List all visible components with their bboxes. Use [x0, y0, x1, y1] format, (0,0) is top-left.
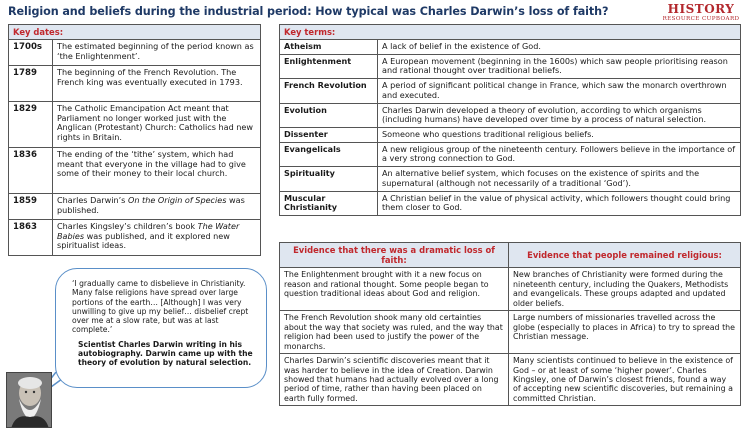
evidence-remained-cell: Many scientists continued to believe in the existence of God – or at least of some ‘higher power’. Charles Kingsley, one of Darwin’s closest friends, found a way of accepting new scientific discoveries, but remaining a committed Christian. — [509, 354, 741, 406]
logo-line1: HISTORY — [667, 2, 735, 16]
definition-cell: A new religious group of the nineteenth century. Followers believe in the importance of a very strong connection to God. — [378, 142, 741, 166]
quote-bubble — [55, 268, 267, 388]
table-row — [9, 194, 261, 220]
date-text-post: was published, and it explored new spiritualist ideas. — [57, 230, 230, 251]
definition-cell: A European movement (beginning in the 1600s) which saw people prioritising reason and rational thought over traditional beliefs. — [378, 54, 741, 78]
date-cell: 1789 — [9, 66, 53, 102]
definition-cell: An alternative belief system, which focuses on the existence of spirits and the supernatural (although not necessarily of a traditional ‘God’). — [378, 167, 741, 191]
definition-cell: Charles Darwin developed a theory of evolution, according to which organisms (including humans) have developed over time by a process of natural selection. — [378, 103, 741, 127]
table-row — [280, 354, 741, 406]
evidence-loss-header: Evidence that there was a dramatic loss of faith: — [280, 243, 509, 268]
darwin-quote: ‘I gradually came to disbelieve in Christianity. Many false religions have spread over large portions of the earth… [Although] I was very unwilling to give up my belief… disbelief crept over me at a slow rate, but was at last complete.’ — [72, 279, 249, 335]
date-text: The beginning of the French Revolution. The French king was eventually executed in 1793. — [53, 66, 261, 102]
key-dates-header: Key dates: — [9, 25, 261, 40]
date-text-post: was published. — [57, 195, 245, 215]
evidence-table — [279, 242, 741, 406]
book-title: The Water Babies — [57, 221, 240, 241]
table-row — [280, 191, 741, 215]
evidence-remained-cell: Large numbers of missionaries travelled across the globe (especially to places in Africa) to try to spread the Christian message. — [509, 311, 741, 354]
date-cell: 1700s — [9, 40, 53, 66]
table-row — [9, 66, 261, 102]
evidence-remained-cell: New branches of Christianity were formed during the nineteenth century, including the Quakers, Methodists and evangelicals. These groups adapted and updated older beliefs. — [509, 268, 741, 311]
term-cell: Muscular Christianity — [280, 191, 378, 215]
table-row — [9, 102, 261, 148]
date-text: The ending of the ‘tithe’ system, which had meant that everyone in the village had to give some of their money to their local church. — [53, 148, 261, 194]
definition-cell: Someone who questions traditional religious beliefs. — [378, 128, 741, 143]
table-row — [280, 54, 741, 78]
table-row — [9, 40, 261, 66]
term-cell: Evangelicals — [280, 142, 378, 166]
evidence-loss-cell: The Enlightenment brought with it a new focus on reason and rational thought. Some people began to question traditional ideas about God and religion. — [280, 268, 509, 311]
term-cell: Evolution — [280, 103, 378, 127]
term-cell: French Revolution — [280, 79, 378, 103]
darwin-portrait-icon — [6, 372, 52, 428]
table-row — [9, 148, 261, 194]
table-row — [280, 167, 741, 191]
evidence-remained-header: Evidence that people remained religious: — [509, 243, 741, 268]
definition-cell: A Christian belief in the value of physical activity, which followers thought could bring them closer to God. — [378, 191, 741, 215]
page-title: Religion and beliefs during the industrial period: How typical was Charles Darwin’s loss of faith? — [8, 5, 609, 18]
date-cell: 1863 — [9, 220, 53, 256]
history-logo — [655, 3, 747, 23]
key-terms-header: Key terms: — [280, 25, 741, 40]
key-dates-table — [8, 24, 261, 256]
definition-cell: A lack of belief in the existence of God. — [378, 40, 741, 55]
term-cell: Atheism — [280, 40, 378, 55]
table-row — [9, 220, 261, 256]
date-text: The estimated beginning of the period known as ‘the Enlightenment’. — [53, 40, 261, 66]
logo-line2: RESOURCE CUPBOARD — [662, 16, 740, 22]
key-terms-table — [279, 24, 741, 216]
date-text — [53, 194, 261, 220]
date-text — [53, 220, 261, 256]
table-row — [280, 311, 741, 354]
date-text: The Catholic Emancipation Act meant that Parliament no longer worked just with the Anglican (Protestant) Church: Catholics had new rights in Britain. — [53, 102, 261, 148]
date-text-pre: Charles Darwin’s — [57, 195, 128, 206]
table-row — [280, 128, 741, 143]
table-row — [280, 103, 741, 127]
table-row — [280, 40, 741, 55]
table-row — [280, 268, 741, 311]
date-cell: 1829 — [9, 102, 53, 148]
evidence-loss-cell: The French Revolution shook many old certainties about the way that society was ruled, and the way that religion had been used to justify the power of the monarchs. — [280, 311, 509, 354]
date-cell: 1836 — [9, 148, 53, 194]
term-cell: Dissenter — [280, 128, 378, 143]
date-text-pre: Charles Kingsley’s children’s book — [57, 221, 198, 232]
quote-caption: Scientist Charles Darwin writing in his autobiography. Darwin came up with the theory of evolution by natural selection. — [78, 339, 253, 367]
term-cell: Spirituality — [280, 167, 378, 191]
evidence-loss-cell: Charles Darwin’s scientific discoveries meant that it was harder to believe in the idea of Creation. Darwin showed that humans had actually evolved over a long period of time, rather than having been placed on earth fully formed. — [280, 354, 509, 406]
term-cell: Enlightenment — [280, 54, 378, 78]
definition-cell: A period of significant political change in France, which saw the monarch overthrown and executed. — [378, 79, 741, 103]
table-row — [280, 142, 741, 166]
table-row — [280, 79, 741, 103]
date-cell: 1859 — [9, 194, 53, 220]
book-title: On the Origin of Species — [127, 195, 227, 206]
